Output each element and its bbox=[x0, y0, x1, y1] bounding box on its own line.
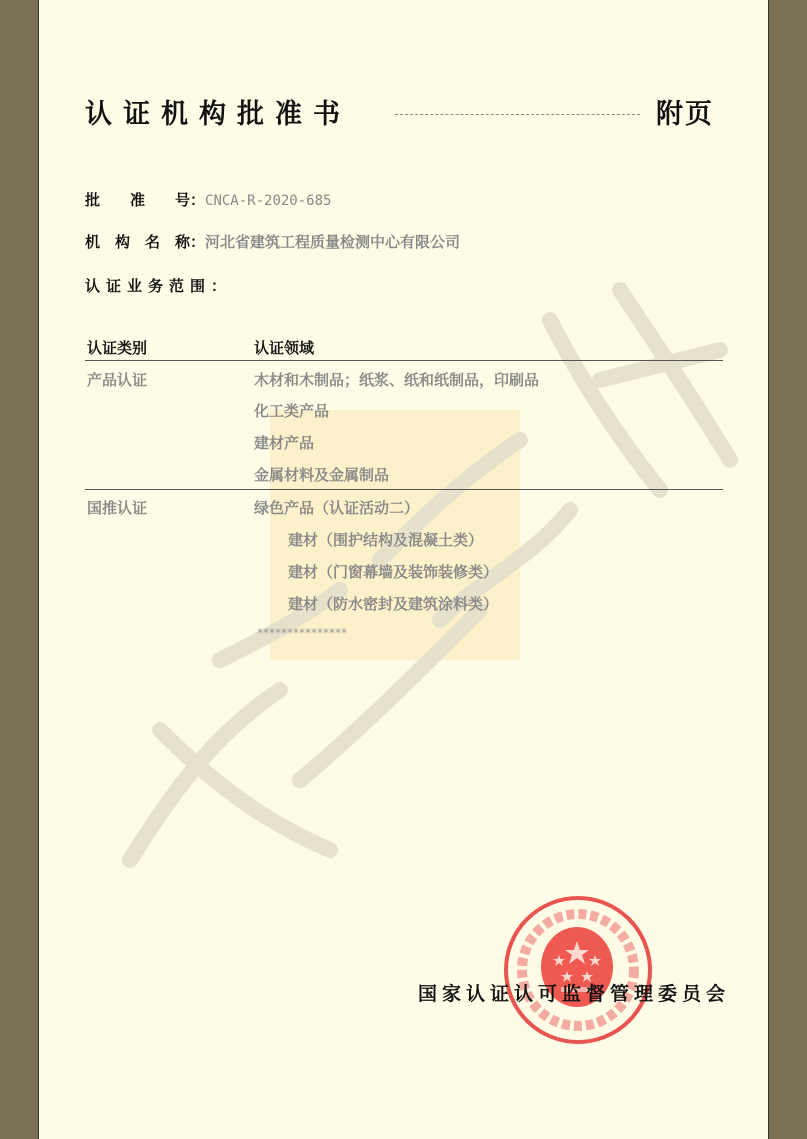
field-institution-name bbox=[85, 231, 460, 252]
field-scope bbox=[85, 275, 232, 296]
table-cell-subfield: 建材（围护结构及混凝土类） bbox=[288, 531, 484, 549]
table-cell-subfield: 建材（防水密封及建筑涂料类） bbox=[288, 595, 499, 613]
field-value: 河北省建筑工程质量检测中心有限公司 bbox=[205, 233, 461, 251]
field-label: 机 构 名 称： bbox=[85, 233, 206, 251]
watermark-stroke bbox=[550, 320, 660, 490]
table-cell-field: 木材和木制品；纸浆、纸和纸制品，印刷品 bbox=[254, 371, 540, 389]
table-cell-category: 产品认证 bbox=[87, 371, 148, 389]
field-label: 认证业务范围： bbox=[85, 277, 233, 295]
end-marker: *************** bbox=[257, 626, 347, 640]
field-approval-number bbox=[85, 189, 331, 210]
official-seal bbox=[503, 895, 653, 1045]
issuer-name: 国家认证认可监督管理委员会 bbox=[418, 983, 731, 1005]
appendix-label: 附页 bbox=[656, 99, 714, 130]
field-label: 批 准 号： bbox=[85, 191, 206, 209]
field-value: CNCA-R-2020-685 bbox=[205, 193, 332, 209]
page-border-left bbox=[0, 0, 39, 1139]
table-cell-field: 金属材料及金属制品 bbox=[254, 466, 390, 484]
table-header-field: 认证领域 bbox=[254, 339, 315, 357]
document-title: 认证机构批准书 bbox=[85, 99, 351, 130]
page-border-right bbox=[768, 0, 807, 1139]
table-cell-field: 建材产品 bbox=[254, 434, 315, 452]
table-cell-field: 化工类产品 bbox=[254, 402, 330, 420]
title-dashes bbox=[395, 114, 640, 115]
table-cell-category: 国推认证 bbox=[87, 499, 148, 517]
table-header-category: 认证类别 bbox=[87, 339, 148, 357]
table-cell-subfield: 建材（门窗幕墙及装饰装修类） bbox=[288, 563, 499, 581]
table-divider bbox=[85, 489, 723, 490]
table-cell-field: 绿色产品（认证活动二） bbox=[254, 499, 420, 517]
table-divider bbox=[85, 360, 723, 361]
